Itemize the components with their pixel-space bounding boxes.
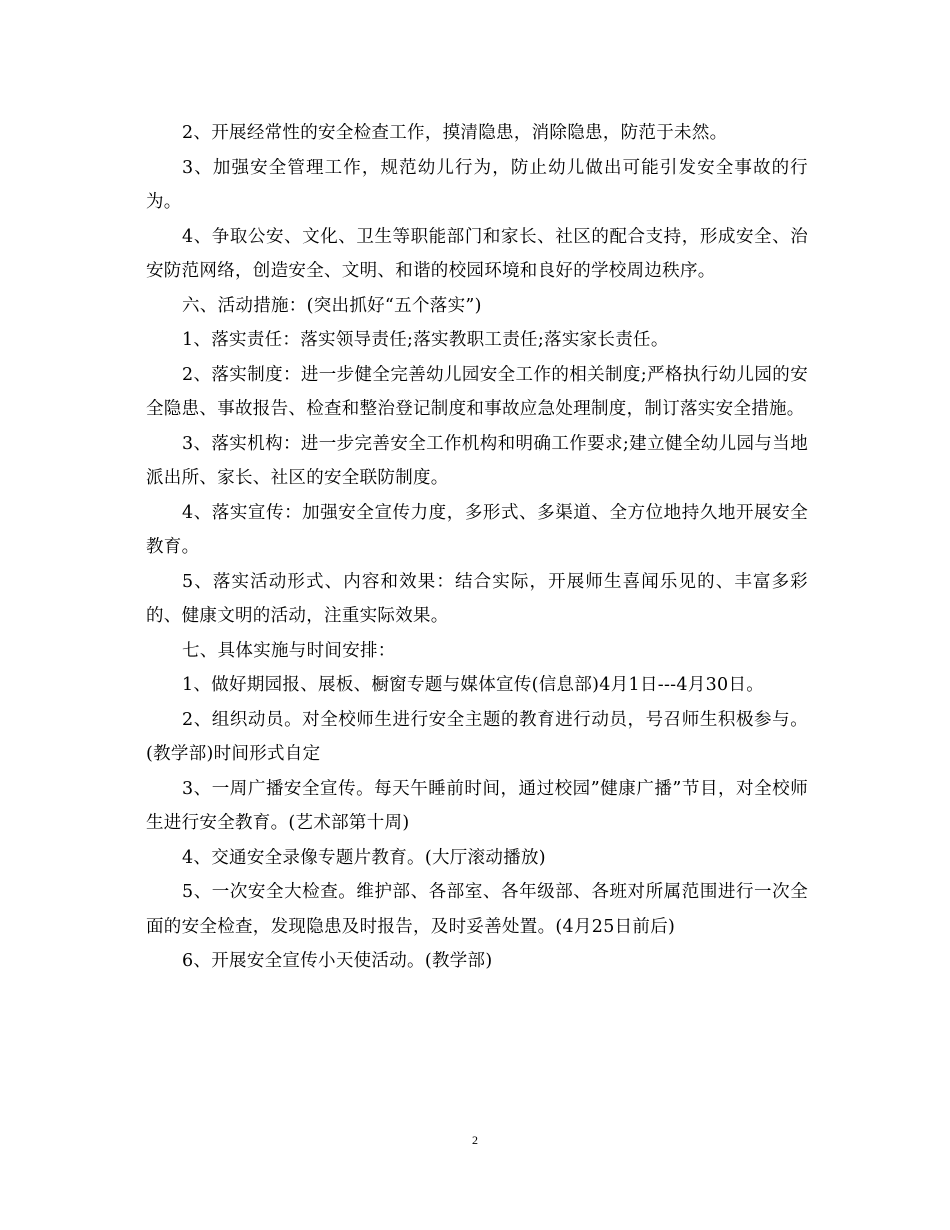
page-number: 2 — [472, 1133, 478, 1147]
paragraph: 4、落实宣传：加强安全宣传力度，多形式、多渠道、全方位地持久地开展安全教育。 — [146, 502, 808, 557]
paragraph: 3、一周广播安全宣传。每天午睡前时间，通过校园”健康广播”节目，对全校师生进行安全教育。(艺术部第十周) — [146, 778, 808, 833]
section-heading: 七、具体实施与时间安排： — [182, 640, 396, 661]
paragraph: 3、加强安全管理工作，规范幼儿行为，防止幼儿做出可能引发安全事故的行为。 — [146, 157, 808, 212]
paragraph: 2、落实制度：进一步健全完善幼儿园安全工作的相关制度;严格执行幼儿园的安全隐患、事故报告、检查和整治登记制度和事故应急处理制度，制订落实安全措施。 — [146, 364, 808, 419]
paragraph: 4、交通安全录像专题片教育。(大厅滚动播放) — [182, 847, 546, 868]
paragraph: 4、争取公安、文化、卫生等职能部门和家长、社区的配合支持，形成安全、治安防范网络，创造安全、文明、和谐的校园环境和良好的学校周边秩序。 — [146, 226, 808, 281]
document-body — [146, 116, 808, 979]
paragraph: 5、落实活动形式、内容和效果：结合实际，开展师生喜闻乐见的、丰富多彩的、健康文明的活动，注重实际效果。 — [146, 571, 808, 626]
paragraph: 6、开展安全宣传小天使活动。(教学部) — [182, 951, 493, 971]
paragraph: 1、落实责任：落实领导责任;落实教职工责任;落实家长责任。 — [182, 330, 669, 350]
paragraph: 1、做好期园报、展板、橱窗专题与媒体宣传(信息部)4月1日---4月30日。 — [182, 675, 765, 695]
section-heading: 六、活动措施：(突出抓好“五个落实”) — [182, 295, 482, 316]
paragraph: 2、开展经常性的安全检查工作，摸清隐患，消除隐患，防范于未然。 — [182, 123, 728, 143]
paragraph: 3、落实机构：进一步完善安全工作机构和明确工作要求;建立健全幼儿园与当地派出所、家长、社区的安全联防制度。 — [146, 433, 808, 488]
paragraph: 5、一次安全大检查。维护部、各部室、各年级部、各班对所属范围进行一次全面的安全检查，发现隐患及时报告，及时妥善处置。(4月25日前后) — [146, 882, 808, 937]
paragraph: 2、组织动员。对全校师生进行安全主题的教育进行动员，号召师生积极参与。(教学部)时间形式自定 — [146, 709, 808, 764]
